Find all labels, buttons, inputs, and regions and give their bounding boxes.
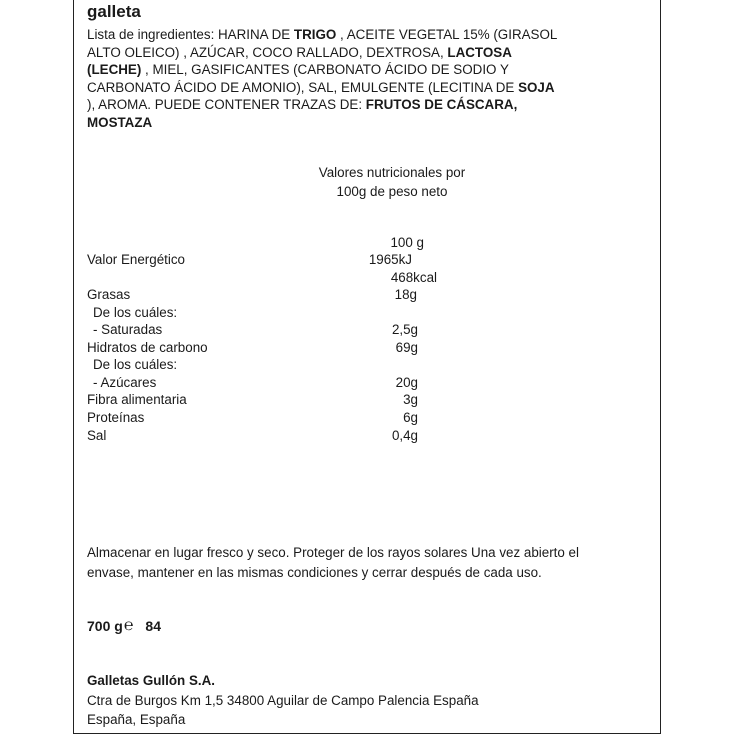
nutrient-value: 2,5g — [391, 322, 418, 337]
ingredients-line — [87, 44, 657, 62]
ingredients-line — [87, 96, 657, 114]
product-title: galleta — [87, 2, 141, 21]
allergen-text: FRUTOS DE CÁSCARA, — [365, 97, 518, 113]
nutrient-label: - Saturadas — [93, 322, 163, 337]
nutrient-value: 0,4g — [391, 428, 418, 443]
nutrient-label: Fibra alimentaria — [87, 392, 187, 407]
storage-line: envase, mantener en las mismas condiciones y cerrar después de cada uso. — [87, 565, 542, 580]
ingredient-text: ), AROMA. PUEDE CONTENER TRAZAS DE: — [87, 97, 366, 113]
ingredients-list — [87, 26, 657, 132]
company-address: Ctra de Burgos Km 1,5 34800 Aguilar de Campo Palencia España — [87, 693, 479, 708]
nutrient-value: 69g — [395, 340, 418, 355]
nutrient-label: - Azúcares — [93, 375, 157, 390]
allergen-text: (LECHE) — [87, 62, 142, 78]
estimated-sign-icon: ℮ — [123, 617, 134, 634]
ingredients-line — [87, 26, 657, 44]
nutrient-label: Grasas — [87, 287, 131, 302]
nutrient-label: De los cuáles: — [93, 305, 178, 320]
energy-label: Valor Energético — [87, 252, 186, 267]
ingredients-line — [87, 61, 657, 79]
nutrient-value: 3g — [403, 392, 418, 407]
nutrient-value: 6g — [403, 410, 418, 425]
ingredient-text: , MIEL, GASIFICANTES (CARBONATO ÁCIDO DE SODIO Y — [141, 62, 509, 78]
ingredient-text: CARBONATO ÁCIDO DE AMONIO), SAL, EMULGENTE (LECITINA DE — [87, 79, 519, 95]
ingredient-text: ALTO OLEICO) , AZÚCAR, COCO RALLADO, DEXTROSA, — [87, 44, 448, 60]
nutrient-value: 18g — [394, 287, 417, 302]
nutrient-label: Proteínas — [87, 410, 145, 425]
storage-line: Almacenar en lugar fresco y seco. Proteger de los rayos solares Una vez abierto el — [87, 545, 579, 560]
company-name: Galletas Gullón S.A. — [87, 673, 215, 688]
allergen-text: SOJA — [518, 79, 555, 95]
allergen-text: LACTOSA — [447, 44, 512, 60]
nutrition-column-header: 100 g — [390, 235, 424, 250]
nutrient-value: 20g — [395, 375, 418, 390]
storage-instructions — [87, 543, 579, 583]
nutrient-label: De los cuáles: — [93, 357, 178, 372]
energy-kj-value: 1965kJ — [368, 252, 412, 267]
nutrition-heading-line2: 100g de peso neto — [336, 184, 448, 199]
ingredients-line — [87, 114, 657, 132]
allergen-text: TRIGO — [293, 27, 337, 42]
net-weight-code: 84 — [145, 618, 161, 634]
net-weight — [87, 618, 161, 634]
energy-kcal-value: 468kcal — [390, 270, 437, 285]
nutrition-heading-line1: Valores nutricionales por — [318, 165, 466, 180]
net-weight-amount: 700 g — [87, 618, 123, 634]
allergen-text: MOSTAZA — [87, 114, 153, 130]
ingredient-text: , ACEITE VEGETAL 15% (GIRASOL — [336, 27, 558, 42]
ingredient-text: Lista de ingredientes: HARINA DE — [87, 27, 294, 42]
company-country: España, España — [87, 712, 186, 727]
ingredients-line — [87, 79, 657, 97]
nutrient-label: Sal — [87, 428, 107, 443]
nutrient-label: Hidratos de carbono — [87, 340, 208, 355]
